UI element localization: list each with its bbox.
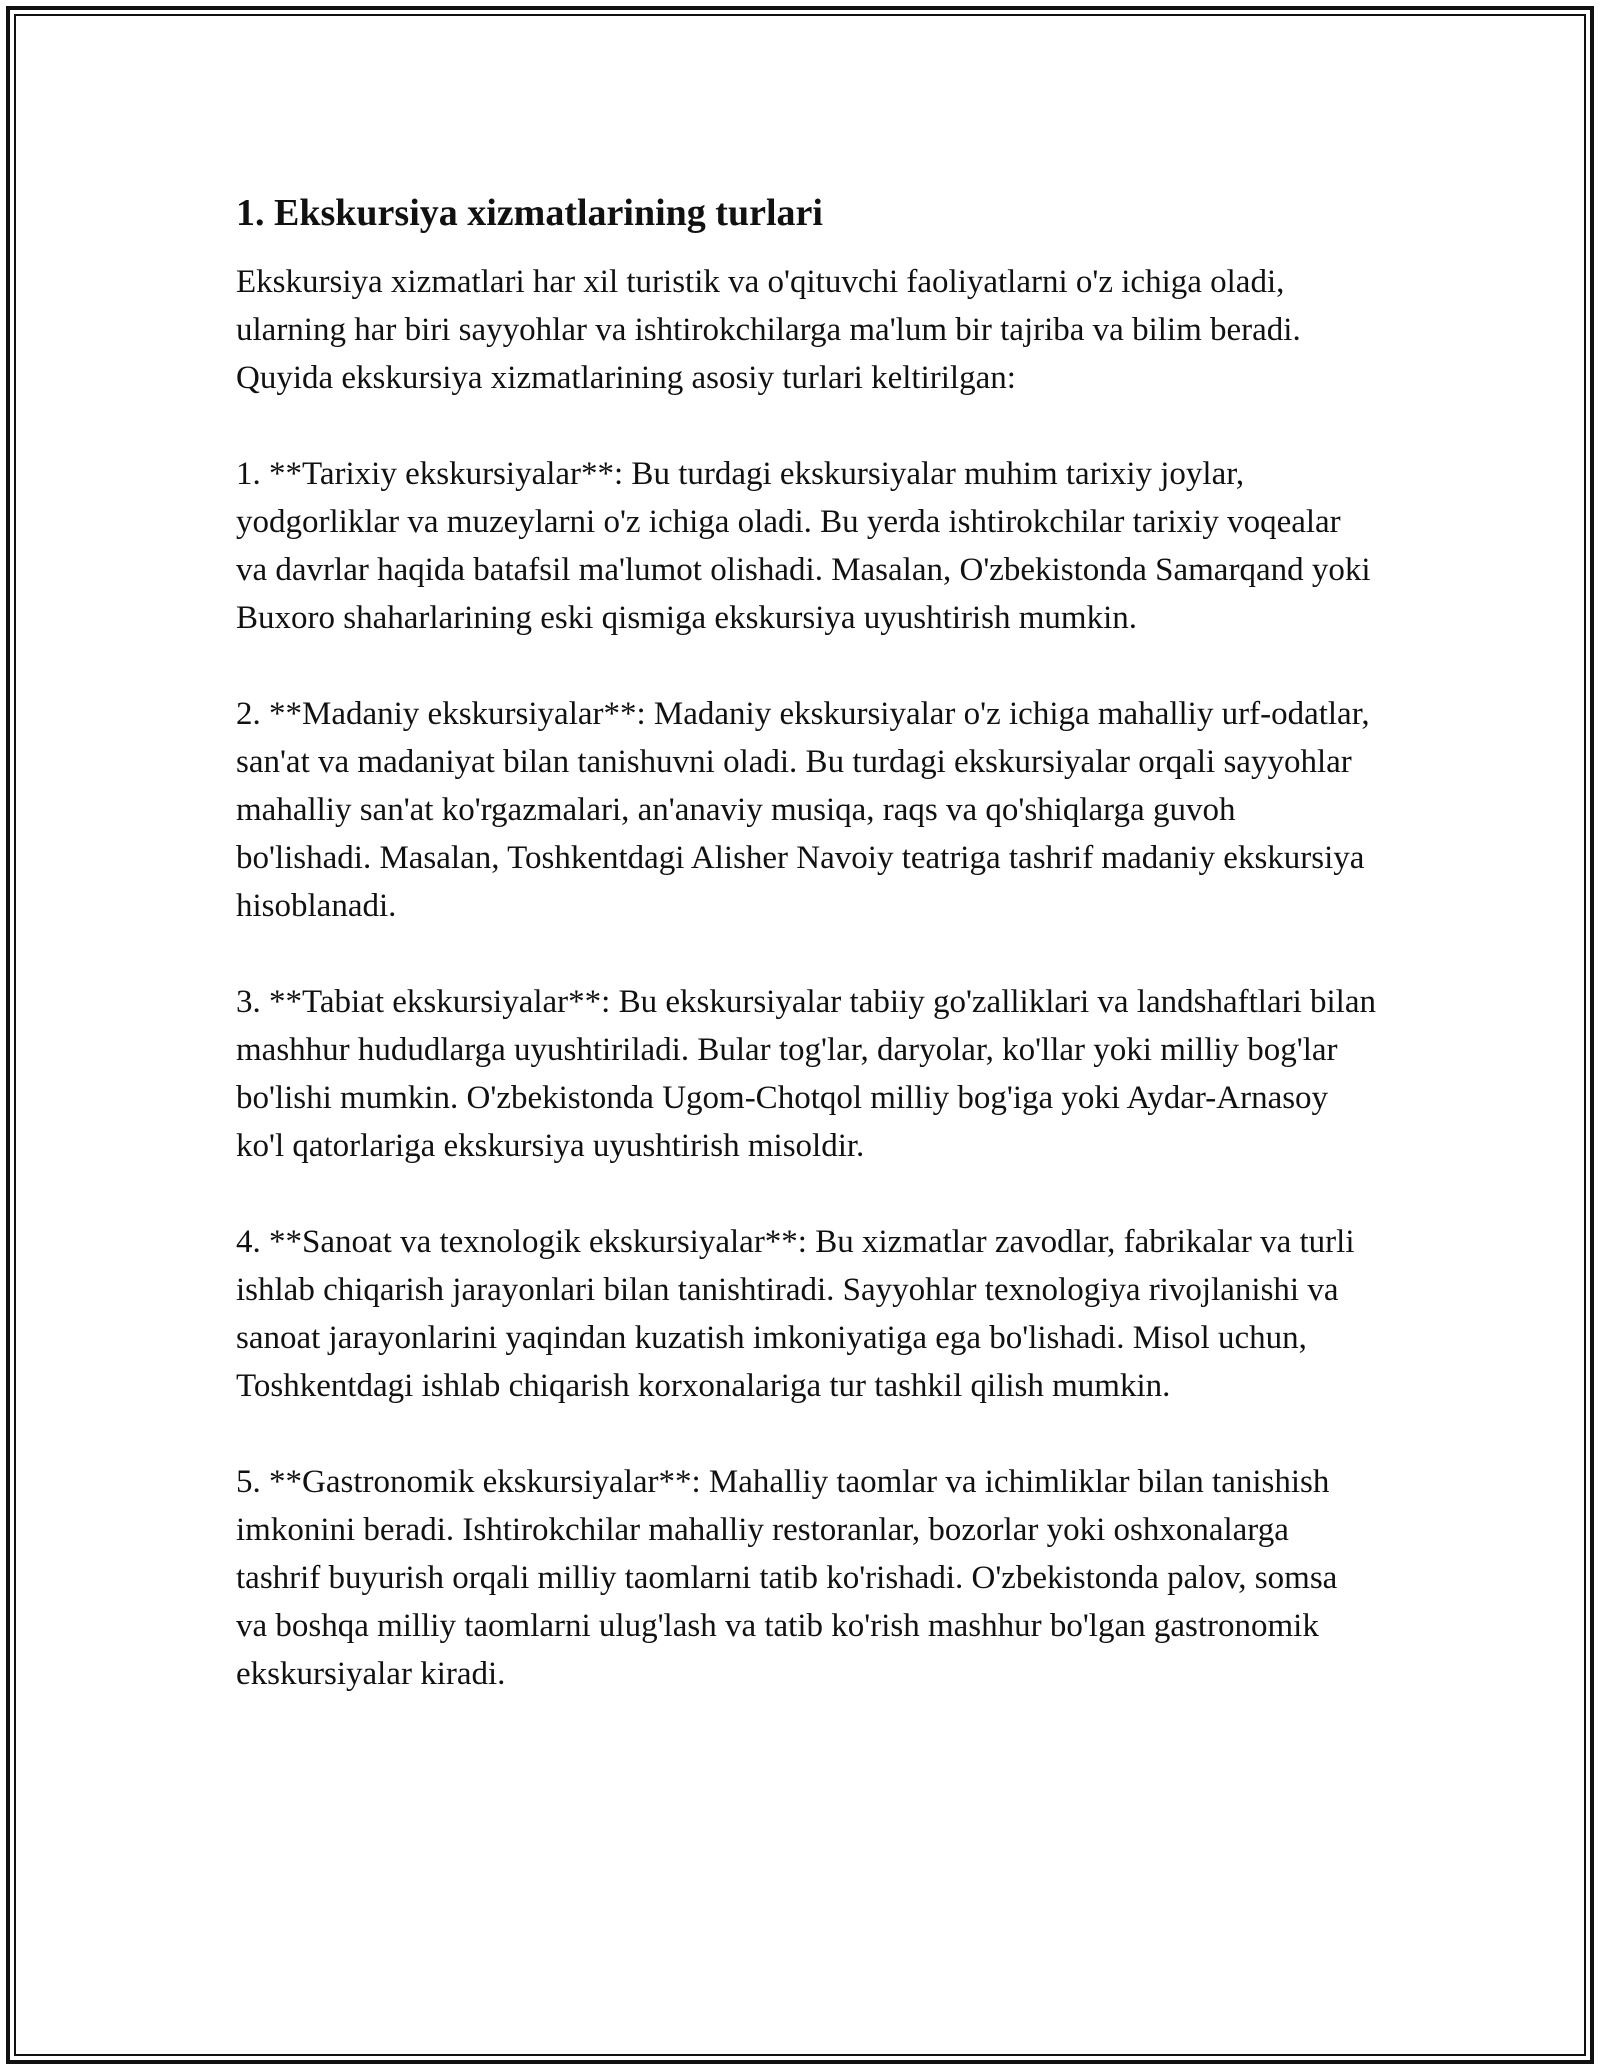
paragraph-historical-excursions: 1. **Tarixiy ekskursiyalar**: Bu turdagi ekskursiyalar muhim tarixiy joylar, yodgorliklar va muzeylarni o'z ichiga oladi. Bu yerda ishtirokchilar tarixiy voqealar va davrlar haqida batafsil ma'lumot olishadi. Masalan, O'zbekistonda Samarqand yoki Buxoro shaharlarining eski qismiga ekskursiya uyushtirish mumkin. xyxy=(236,456,1371,636)
paragraph-gastronomic-excursions: 5. **Gastronomik ekskursiyalar**: Mahalliy taomlar va ichimliklar bilan tanishish imkonini beradi. Ishtirokchilar mahalliy restoranlar, bozorlar yoki oshxonalarga tashrif buyurish orqali milliy taomlarni tatib ko'rishadi. O'zbekistonda palov, somsa va boshqa milliy taomlarni ulug'lash va tatib ko'rish mashhur bo'lgan gastronomik ekskursiyalar kiradi. xyxy=(236,1464,1338,1692)
document-body xyxy=(236,186,1376,1698)
paragraph-nature-excursions: 3. **Tabiat ekskursiyalar**: Bu ekskursiyalar tabiiy go'zalliklari va landshaftlari bilan mashhur hududlarga uyushtiriladi. Bular tog'lar, daryolar, ko'llar yoki milliy bog'lar bo'lishi mumkin. O'zbekistonda Ugom-Chotqol milliy bog'iga yoki Aydar-Arnasoy ko'l qatorlariga ekskursiya uyushtirish misoldir. xyxy=(236,984,1376,1164)
intro-paragraph: Ekskursiya xizmatlari har xil turistik va o'qituvchi faoliyatlarni o'z ichiga oladi, ularning har biri sayyohlar va ishtirokchilarga ma'lum bir tajriba va bilim beradi. Quyida ekskursiya xizmatlarining asosiy turlari keltirilgan: xyxy=(236,264,1301,396)
paragraph-industrial-excursions: 4. **Sanoat va texnologik ekskursiyalar**: Bu xizmatlar zavodlar, fabrikalar va turli ishlab chiqarish jarayonlari bilan tanishtiradi. Sayyohlar texnologiya rivojlanishi va sanoat jarayonlarini yaqindan kuzatish imkoniyatiga ega bo'lishadi. Misol uchun, Toshkentdagi ishlab chiqarish korxonalariga tur tashkil qilish mumkin. xyxy=(236,1224,1355,1404)
paragraph-cultural-excursions: 2. **Madaniy ekskursiyalar**: Madaniy ekskursiyalar o'z ichiga mahalliy urf-odatlar, san'at va madaniyat bilan tanishuvni oladi. Bu turdagi ekskursiyalar orqali sayyohlar mahalliy san'at ko'rgazmalari, an'anaviy musiqa, raqs va qo'shiqlarga guvoh bo'lishadi. Masalan, Toshkentdagi Alisher Navoiy teatriga tashrif madaniy ekskursiya hisoblanadi. xyxy=(236,696,1370,924)
document-title: 1. Ekskursiya xizmatlarining turlari xyxy=(236,192,823,234)
